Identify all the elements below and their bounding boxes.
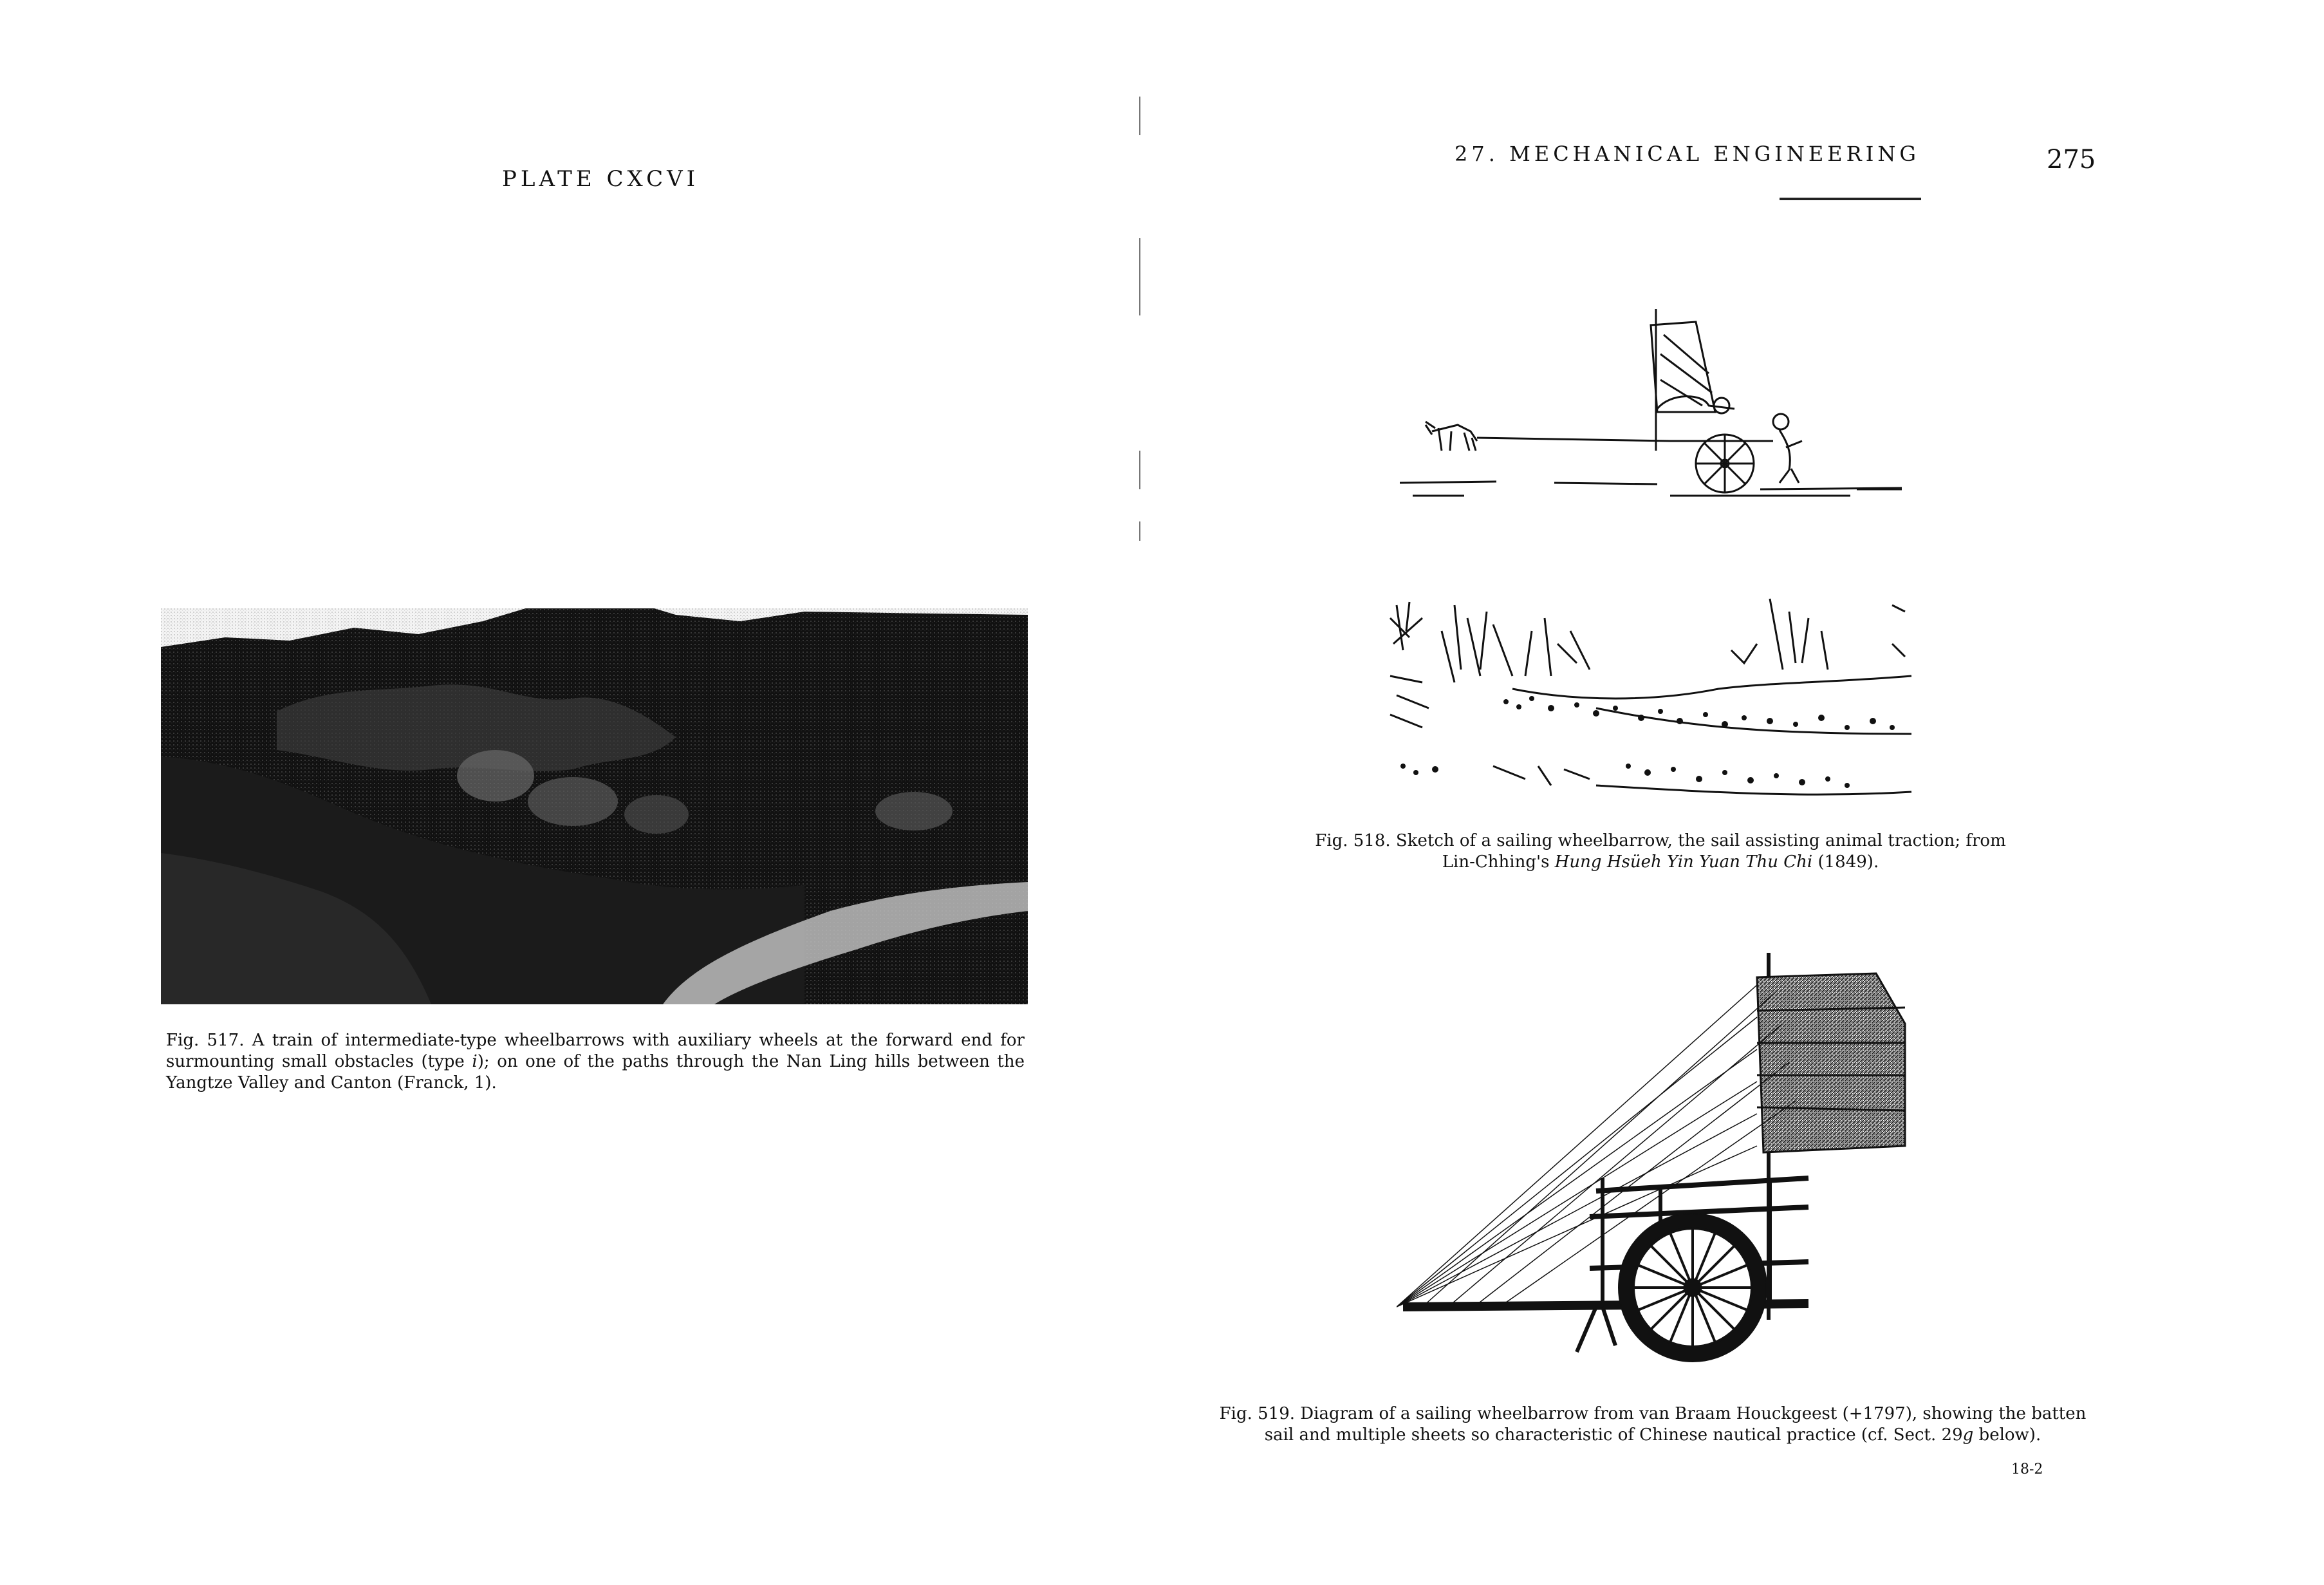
fig518-sketch <box>1400 296 1928 515</box>
gutter-mark <box>1139 238 1140 315</box>
fig517-caption-text: Fig. 517. A train of intermediate-type wheelbarrows with auxiliary wheels at the forward end for surmounting small obstacles (type <box>166 1031 1025 1071</box>
page-number: 275 <box>2047 145 2096 174</box>
gutter-mark <box>1139 521 1140 541</box>
wheelbarrow-train-photo-image <box>161 608 1028 1004</box>
fig517-caption-text-end: ); on one of the paths through the Nan Ling hills between the Yangtze Valley and Canton (Franck, 1). <box>166 1052 1025 1093</box>
gutter-mark <box>1139 97 1140 135</box>
running-head: 27. MECHANICAL ENGINEERING <box>1455 142 1920 166</box>
fig519-caption-italic: g <box>1962 1425 1974 1445</box>
fig519-diagram <box>1397 946 1924 1397</box>
fig518-caption-text: Fig. 518. Sketch of a sailing wheelbarrow, the sail assisting animal traction; from Lin-Chhing's <box>1315 831 2006 872</box>
fig518-caption-italic: Hung Hsüeh Yin Yuan Thu Chi <box>1554 852 1813 872</box>
fig517-caption <box>166 1030 1025 1094</box>
fig519-caption <box>1218 1403 2087 1446</box>
fig518-caption-text-end: (1849). <box>1812 852 1879 872</box>
fig517-photograph <box>161 608 1028 1004</box>
fig518-caption <box>1313 830 2008 873</box>
signature-mark: 18-2 <box>2011 1461 2043 1477</box>
fig517-caption-italic: i <box>472 1052 478 1071</box>
fig518-landscape <box>1384 592 1924 818</box>
batten-sail-wheelbarrow-diagram <box>1397 946 1924 1397</box>
sailing-wheelbarrow-horse-drawing <box>1400 296 1928 515</box>
fig519-caption-text: Fig. 519. Diagram of a sailing wheelbarrow from van Braam Houckgeest (+1797), showing the batten sail and multiple sheets so characteristic of Chinese nautical practice (cf. Sect. 29 <box>1219 1404 2087 1445</box>
plate-title: PLATE CXCVI <box>502 166 700 192</box>
fig519-caption-text-end: below). <box>1973 1425 2041 1445</box>
landscape-shrubs-drawing <box>1384 592 1924 818</box>
gutter-mark <box>1139 451 1140 489</box>
header-rule <box>1780 198 1921 200</box>
